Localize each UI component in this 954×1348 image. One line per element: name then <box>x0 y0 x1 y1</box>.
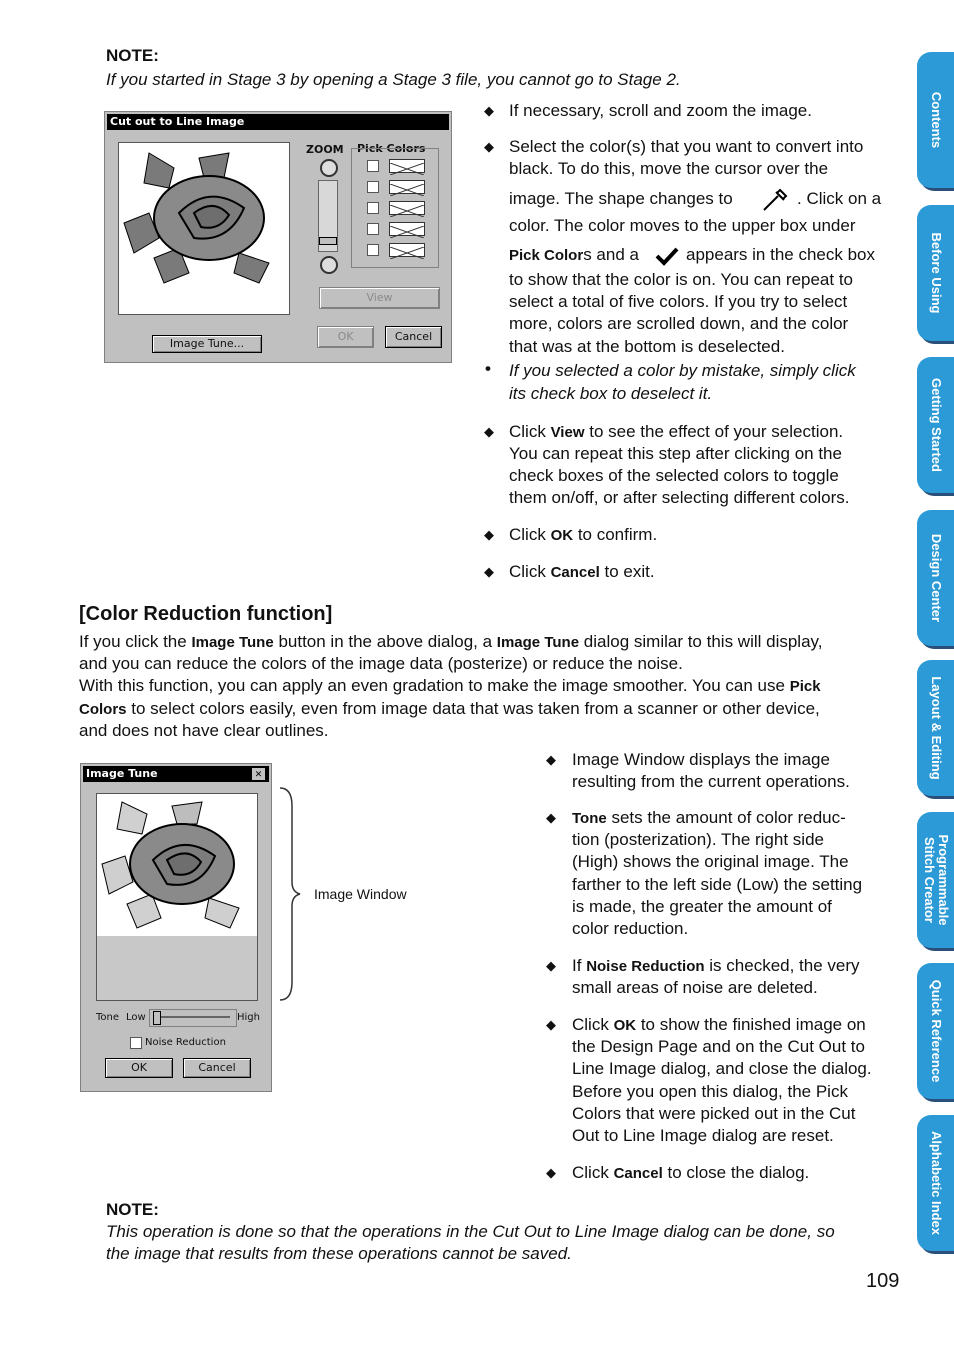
view-term: View <box>550 424 585 441</box>
dialog-title: Cut out to Line Image <box>107 114 449 130</box>
tab-label: Layout & Editing <box>928 676 944 780</box>
noise-reduction-checkbox[interactable] <box>130 1037 142 1049</box>
para-text: and does not have clear outlines. <box>79 721 329 740</box>
step-text: to exit. <box>604 562 655 581</box>
tab-label: Before Using <box>928 232 944 314</box>
cut-out-dialog <box>104 111 452 363</box>
tab-label: Design Center <box>928 533 944 623</box>
image-window <box>96 793 258 1001</box>
tab-programmable-stitch-creator[interactable] <box>917 812 954 948</box>
step-text: to confirm. <box>577 525 658 544</box>
step-text: Click <box>572 1163 609 1182</box>
step-text: (High) shows the original image. The <box>572 852 849 871</box>
step-text: Click <box>509 422 546 441</box>
dialog-title: Image Tune <box>83 766 269 782</box>
step-text: is checked, the very <box>709 956 860 975</box>
tab-getting-started[interactable] <box>917 357 954 493</box>
rose-image <box>119 143 289 293</box>
step-text: to show the finished image on <box>640 1015 866 1034</box>
step-text: Out to Line Image dialog are reset. <box>572 1126 834 1145</box>
note-label: NOTE: <box>106 1200 159 1219</box>
bullet-diamond: ◆ <box>546 810 556 825</box>
step-text: Before you open this dialog, the Pick <box>572 1082 848 1101</box>
step-text: Click <box>509 562 546 581</box>
step-text: image. The shape changes to <box>509 189 733 208</box>
zoom-thumb[interactable] <box>319 237 337 245</box>
zoom-label: ZOOM <box>306 143 344 156</box>
step-text: them on/off, or after selecting different colors. <box>509 488 850 507</box>
image-tune-term: Image Tune <box>191 634 274 651</box>
cancel-button[interactable]: Cancel <box>183 1058 251 1078</box>
ok-term: OK <box>550 527 574 544</box>
note-text: If you started in Stage 3 by opening a Stage 3 file, you cannot go to Stage 2. <box>106 70 681 89</box>
step-text-line <box>572 807 846 830</box>
tab-quick-reference[interactable] <box>917 963 954 1099</box>
tone-term: Tone <box>572 810 607 827</box>
pick-color-checkbox-3[interactable] <box>367 202 379 214</box>
cancel-term: Cancel <box>613 1165 663 1182</box>
step-text: sets the amount of color reduc- <box>611 808 846 827</box>
high-label: High <box>237 1012 260 1023</box>
step-text: small areas of noise are deleted. <box>572 978 818 997</box>
pick-color-swatch-5[interactable] <box>389 243 425 257</box>
step-text: to show that the color is on. You can repeat to <box>509 270 854 289</box>
tone-slider-thumb[interactable] <box>153 1011 161 1025</box>
pick-color-swatch-1[interactable] <box>389 159 425 173</box>
image-tune-button[interactable]: Image Tune... <box>152 335 262 353</box>
bullet-diamond: ◆ <box>546 1165 556 1180</box>
step-text: tion (posterization). The right side <box>572 830 824 849</box>
image-canvas <box>97 794 257 936</box>
bullet-diamond: ◆ <box>546 958 556 973</box>
bullet-dot: • <box>485 359 491 378</box>
tab-alphabetic-index[interactable] <box>917 1115 954 1251</box>
note-label: NOTE: <box>106 46 159 65</box>
image-window <box>118 142 290 315</box>
ok-button[interactable]: OK <box>105 1058 173 1078</box>
tab-contents[interactable] <box>917 52 954 188</box>
zoom-slider[interactable] <box>318 180 338 252</box>
tone-slider[interactable] <box>149 1009 237 1027</box>
noise-reduction-label: Noise Reduction <box>145 1037 226 1048</box>
step-text: check boxes of the selected colors to toggle <box>509 466 839 485</box>
bullet-diamond: ◆ <box>484 564 494 579</box>
pick-color-swatch-3[interactable] <box>389 201 425 215</box>
step-text-line <box>572 1162 809 1185</box>
ok-button[interactable]: OK <box>317 326 374 348</box>
step-text: black. To do this, move the cursor over the <box>509 159 829 178</box>
ok-term: OK <box>613 1017 637 1034</box>
rose-image <box>97 794 257 936</box>
step-text-line <box>509 561 655 584</box>
image-window-callout: Image Window <box>314 886 407 902</box>
bullet-diamond: ◆ <box>484 527 494 542</box>
step-text: select a total of five colors. If you try to select <box>509 292 848 311</box>
low-label: Low <box>126 1012 146 1023</box>
paragraph-line <box>79 675 821 698</box>
step-text: its check box to deselect it. <box>509 384 713 403</box>
step-text: Select the color(s) that you want to convert into <box>509 137 864 156</box>
bullet-diamond: ◆ <box>484 424 494 439</box>
tab-label: Alphabetic Index <box>928 1130 944 1236</box>
pick-colors-term: Pick Color <box>509 247 584 264</box>
checkmark-icon <box>655 246 679 266</box>
step-text: If you selected a color by mistake, simply click <box>509 361 856 380</box>
pick-color-checkbox-4[interactable] <box>367 223 379 235</box>
step-text: to close the dialog. <box>667 1163 810 1182</box>
pick-colors-label: Pick Colors <box>357 142 426 155</box>
section-heading: [Color Reduction function] <box>79 603 333 625</box>
colors-term: Colors <box>79 701 127 718</box>
page-number: 109 <box>866 1270 900 1292</box>
cancel-button[interactable]: Cancel <box>385 326 442 348</box>
step-text: . Click on a <box>797 189 882 208</box>
slider-track <box>156 1016 230 1018</box>
step-text: to see the effect of your selection. <box>589 422 844 441</box>
step-text: Image Window displays the image <box>572 750 830 769</box>
tab-label: Getting Started <box>928 378 944 472</box>
step-text-line <box>509 421 843 444</box>
image-tune-term: Image Tune <box>496 634 580 651</box>
step-text: Click <box>572 1015 609 1034</box>
tab-layout-editing[interactable] <box>917 660 954 796</box>
step-text: Click <box>509 525 546 544</box>
step-text: appears in the check box <box>686 245 876 264</box>
tab-label: Quick Reference <box>928 979 944 1083</box>
bullet-diamond: ◆ <box>484 103 494 118</box>
tab-before-using[interactable] <box>917 205 954 341</box>
step-text: resulting from the current operations. <box>572 772 850 791</box>
pick-color-checkbox-5[interactable] <box>367 244 379 256</box>
tab-label: Programmable Stitch Creator <box>921 834 951 926</box>
bullet-diamond: ◆ <box>484 139 494 154</box>
pick-color-checkbox-1[interactable] <box>367 160 379 172</box>
paragraph-line <box>79 698 820 721</box>
step-text: s and a <box>583 245 639 264</box>
zoom-out-icon[interactable] <box>320 256 338 274</box>
step-text: Line Image dialog, and close the dialog. <box>572 1059 872 1078</box>
step-text: that was at the bottom is deselected. <box>509 337 785 356</box>
para-text: With this function, you can apply an even gradation to make the image smoother. You can use <box>79 676 785 695</box>
pick-color-swatch-4[interactable] <box>389 222 425 236</box>
pick-color-checkbox-2[interactable] <box>367 181 379 193</box>
step-text: color. The color moves to the upper box under <box>509 216 856 235</box>
view-button[interactable]: View <box>319 287 440 309</box>
step-text: Colors that were picked out in the Cut <box>572 1104 856 1123</box>
step-text-line <box>572 955 860 978</box>
step-text: is made, the greater the amount of <box>572 897 832 916</box>
step-text: the Design Page and on the Cut Out to <box>572 1037 865 1056</box>
para-text: dialog similar to this will display, <box>583 632 823 651</box>
brace-icon <box>276 786 306 1004</box>
para-text: to select colors easily, even from image data that was taken from a scanner or other device, <box>131 699 820 718</box>
close-icon[interactable]: ✕ <box>252 768 265 780</box>
para-text: and you can reduce the colors of the image data (posterize) or reduce the noise. <box>79 654 683 673</box>
step-text: If <box>572 956 582 975</box>
note-text: the image that results from these operations cannot be saved. <box>106 1244 572 1263</box>
tone-label: Tone <box>96 1012 120 1023</box>
image-tune-dialog <box>80 763 272 1092</box>
para-text: If you click the <box>79 632 187 651</box>
note-text: This operation is done so that the operations in the Cut Out to Line Image dialog can be done, so <box>106 1222 835 1241</box>
step-text-line <box>572 1014 866 1037</box>
noise-reduction-term: Noise Reduction <box>586 958 705 975</box>
bullet-diamond: ◆ <box>546 1017 556 1032</box>
step-text-line <box>509 524 657 547</box>
step-text: color reduction. <box>572 919 689 938</box>
step-text: You can repeat this step after clicking on the <box>509 444 842 463</box>
tab-design-center[interactable] <box>917 510 954 646</box>
step-text: farther to the left side (Low) the setting <box>572 875 863 894</box>
para-text: button in the above dialog, a <box>278 632 493 651</box>
step-text-line <box>509 244 639 267</box>
cancel-term: Cancel <box>550 564 600 581</box>
pick-term: Pick <box>789 678 821 695</box>
step-text: If necessary, scroll and zoom the image. <box>509 101 812 120</box>
eyedropper-icon <box>760 186 790 214</box>
zoom-in-icon[interactable] <box>320 159 338 177</box>
bullet-diamond: ◆ <box>546 752 556 767</box>
step-text: more, colors are scrolled down, and the color <box>509 314 849 333</box>
tab-label: Contents <box>928 91 944 149</box>
pick-color-swatch-2[interactable] <box>389 180 425 194</box>
paragraph-line <box>79 631 823 654</box>
